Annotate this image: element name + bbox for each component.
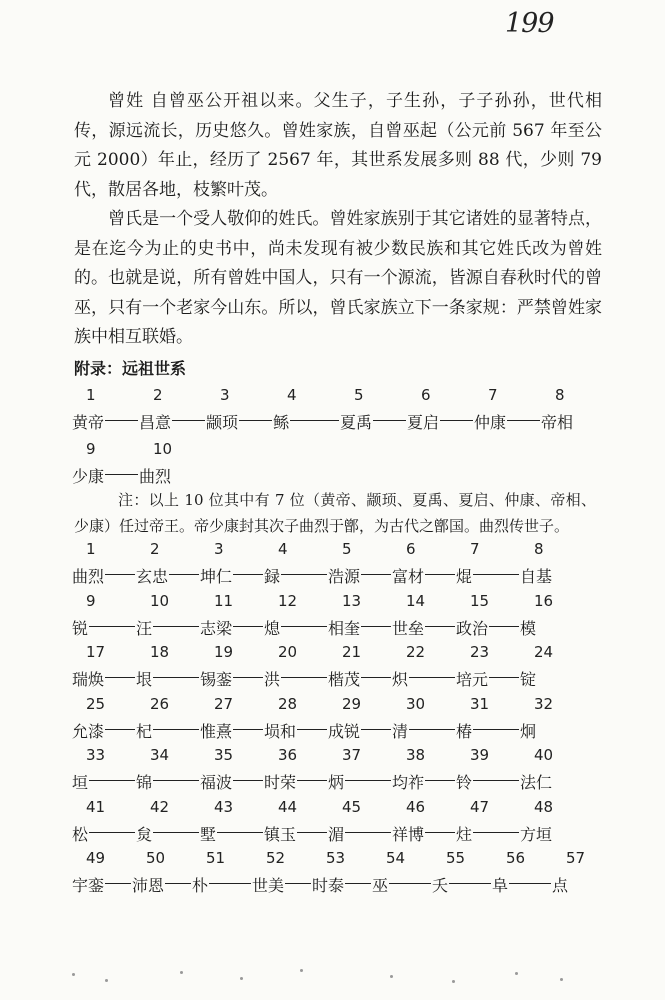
lineage-connector bbox=[153, 832, 199, 833]
lineage-connector bbox=[105, 474, 138, 475]
ancestor-name: 坤仁 bbox=[200, 567, 233, 586]
generation-number: 40 bbox=[534, 746, 554, 764]
ancestor-name: 炽 bbox=[392, 670, 409, 689]
generation-number: 38 bbox=[406, 746, 426, 764]
ancestor-name: 惟熹 bbox=[200, 721, 233, 741]
lineage-connector bbox=[169, 574, 199, 575]
ancestor-name: 炱 bbox=[136, 824, 153, 844]
generation-number: 28 bbox=[278, 694, 298, 713]
ancestor-row-2 bbox=[72, 440, 592, 490]
generation-row bbox=[72, 695, 592, 745]
ancestor-name: 仲康 bbox=[474, 413, 507, 432]
ancestor-name: 玄忠 bbox=[136, 567, 169, 586]
ancestor-name: 垠 bbox=[136, 670, 153, 689]
lineage-connector bbox=[509, 883, 551, 884]
ancestor-name: 培元 bbox=[456, 670, 489, 689]
generation-row bbox=[72, 592, 592, 642]
generation-number: 42 bbox=[150, 797, 170, 816]
ancestor-name: 政治 bbox=[456, 618, 489, 638]
generation-number: 5 bbox=[354, 386, 364, 404]
ancestor-name: 垣 bbox=[72, 773, 89, 792]
generation-number: 2 bbox=[153, 386, 163, 404]
lineage-connector bbox=[165, 883, 191, 884]
generation-number: 25 bbox=[86, 694, 106, 713]
ancestor-name: 相奎 bbox=[328, 618, 361, 638]
lineage-connector bbox=[425, 626, 455, 627]
generation-number: 53 bbox=[326, 849, 346, 867]
lineage-connector bbox=[361, 626, 391, 627]
lineage-connector bbox=[473, 574, 519, 575]
generation-number: 3 bbox=[220, 386, 230, 404]
generation-number: 5 bbox=[342, 540, 352, 558]
generation-number: 54 bbox=[386, 849, 406, 867]
generation-number: 27 bbox=[214, 694, 234, 713]
ancestor-name: 帝相 bbox=[541, 413, 574, 432]
ancestor-name: 锡銮 bbox=[200, 670, 233, 689]
lineage-connector bbox=[473, 832, 519, 833]
generation-number: 1 bbox=[86, 540, 96, 558]
ancestor-name: 朴 bbox=[192, 876, 209, 895]
generation-row bbox=[72, 798, 592, 848]
ancestor-name: 杞 bbox=[136, 721, 153, 741]
lineage-connector bbox=[153, 780, 199, 781]
ancestor-name: 炯 bbox=[520, 721, 537, 741]
ancestor-name: 福波 bbox=[200, 773, 233, 792]
generation-number: 2 bbox=[150, 540, 160, 558]
generation-number: 17 bbox=[86, 643, 106, 661]
ancestor-name: 锐 bbox=[72, 618, 89, 638]
lineage-connector bbox=[233, 574, 263, 575]
generation-number: 50 bbox=[146, 849, 166, 867]
generation-number: 29 bbox=[342, 694, 362, 713]
ancestor-name: 世美 bbox=[252, 876, 285, 895]
lineage-connector bbox=[153, 729, 199, 730]
ancestor-name: 时荣 bbox=[264, 773, 297, 792]
ancestor-name: 炳 bbox=[328, 773, 345, 792]
ancestor-name: 曲烈 bbox=[139, 467, 172, 486]
lineage-connector bbox=[290, 420, 339, 421]
generation-number: 10 bbox=[153, 440, 173, 458]
lineage-connector bbox=[105, 574, 135, 575]
lineage-connector bbox=[345, 780, 391, 781]
ancestor-name: 汪 bbox=[136, 618, 153, 638]
lineage-connector bbox=[425, 832, 455, 833]
generation-number: 47 bbox=[470, 797, 490, 816]
lineage-connector bbox=[233, 780, 263, 781]
generation-number: 46 bbox=[406, 797, 426, 816]
lineage-connector bbox=[233, 626, 263, 627]
lineage-connector bbox=[105, 729, 135, 730]
ancestor-name: 炷 bbox=[456, 824, 473, 844]
ancestor-name: 埙和 bbox=[264, 721, 297, 741]
ancestor-name: 昌意 bbox=[139, 413, 172, 432]
generation-number: 3 bbox=[214, 540, 224, 558]
generation-number: 30 bbox=[406, 694, 426, 713]
generation-number: 45 bbox=[342, 797, 362, 816]
generation-row bbox=[72, 746, 592, 796]
lineage-connector bbox=[281, 677, 327, 678]
lineage-connector bbox=[489, 677, 519, 678]
ancestor-name: 録 bbox=[264, 567, 281, 586]
ancestor-name: 夭 bbox=[432, 876, 449, 895]
ancestor-name: 瑞焕 bbox=[72, 670, 105, 689]
generation-number: 4 bbox=[287, 386, 297, 404]
generation-number: 44 bbox=[278, 797, 298, 816]
generation-number: 55 bbox=[446, 849, 466, 867]
lineage-connector bbox=[409, 729, 455, 730]
generation-number: 12 bbox=[278, 591, 298, 610]
lineage-connector bbox=[89, 780, 135, 781]
ancestor-name: 焜 bbox=[456, 567, 473, 586]
ancestor-name: 浩源 bbox=[328, 567, 361, 586]
lineage-connector bbox=[285, 883, 311, 884]
generation-number: 8 bbox=[534, 540, 544, 558]
generation-number: 48 bbox=[534, 797, 554, 816]
ancestor-name: 松 bbox=[72, 824, 89, 844]
ancestor-name: 均祚 bbox=[392, 773, 425, 792]
ancestor-name: 洪 bbox=[264, 670, 281, 689]
lineage-connector bbox=[153, 626, 199, 627]
lineage-connector bbox=[105, 677, 135, 678]
generation-number: 37 bbox=[342, 746, 362, 764]
ancestor-row-1 bbox=[72, 386, 592, 436]
generation-number: 43 bbox=[214, 797, 234, 816]
lineage-connector bbox=[89, 626, 135, 627]
scan-noise bbox=[60, 965, 580, 993]
lineage-connector bbox=[217, 832, 263, 833]
generation-number: 7 bbox=[488, 386, 498, 404]
ancestor-name: 方垣 bbox=[520, 824, 553, 844]
ancestor-name: 富材 bbox=[392, 567, 425, 586]
generation-number: 23 bbox=[470, 643, 490, 661]
generation-number: 13 bbox=[342, 591, 362, 610]
lineage-connector bbox=[489, 626, 519, 627]
lineage-connector bbox=[473, 729, 519, 730]
generation-number: 26 bbox=[150, 694, 170, 713]
lineage-note: 注：以上 10 位其中有 7 位（黄帝、颛顼、夏禹、夏启、仲康、帝相、少康）任过帝王。帝少康封其次子曲烈于鄫，为古代之鄫国。曲烈传世子。 bbox=[74, 491, 596, 535]
generation-number: 32 bbox=[534, 694, 554, 713]
ancestor-name: 鲧 bbox=[273, 413, 290, 432]
generation-number: 7 bbox=[470, 540, 480, 558]
generation-number: 9 bbox=[86, 591, 96, 610]
lineage-connector bbox=[440, 420, 473, 421]
ancestor-name: 镇玉 bbox=[264, 824, 297, 844]
ancestor-name: 铃 bbox=[456, 773, 473, 792]
lineage-connector bbox=[473, 780, 519, 781]
lineage-connector bbox=[361, 729, 391, 730]
generation-number: 33 bbox=[86, 746, 106, 764]
generation-row bbox=[72, 540, 592, 590]
generation-number: 21 bbox=[342, 643, 362, 661]
ancestor-name: 时泰 bbox=[312, 876, 345, 895]
lineage-connector bbox=[373, 420, 406, 421]
lineage-connector bbox=[281, 574, 327, 575]
generation-number: 4 bbox=[278, 540, 288, 558]
ancestor-name: 清 bbox=[392, 721, 409, 741]
generation-number: 14 bbox=[406, 591, 426, 610]
ancestor-name: 模 bbox=[520, 618, 537, 638]
ancestor-name: 允漆 bbox=[72, 721, 105, 741]
generation-row bbox=[72, 643, 592, 693]
generation-number: 41 bbox=[86, 797, 106, 816]
generation-number: 18 bbox=[150, 643, 170, 661]
generation-number: 31 bbox=[470, 694, 490, 713]
generation-number: 8 bbox=[555, 386, 565, 404]
generation-number: 19 bbox=[214, 643, 234, 661]
ancestor-name: 湄 bbox=[328, 824, 345, 844]
ancestor-name: 夏启 bbox=[407, 413, 440, 432]
appendix-title: 附录：远祖世系 bbox=[74, 359, 187, 378]
generation-number: 6 bbox=[406, 540, 416, 558]
lineage-connector bbox=[105, 883, 131, 884]
generation-number: 51 bbox=[206, 849, 226, 867]
lineage-connector bbox=[233, 729, 263, 730]
generation-number: 36 bbox=[278, 746, 298, 764]
ancestor-name: 成锐 bbox=[328, 721, 361, 741]
lineage-connector bbox=[507, 420, 540, 421]
second-paragraph: 曾氏是一个受人敬仰的姓氏。曾姓家族别于其它诸姓的显著特点，是在迄今为止的史书中，尚未发现有被少数民族和其它姓氏改为曾姓的。也就是说，所有曾姓中国人，只有一个源流，皆源自春秋时代的曾巫，只有一个老家今山东。所以，曾氏家族立下一条家规：严禁曾姓家族中相互联婚。 bbox=[74, 209, 602, 347]
lineage-connector bbox=[209, 883, 251, 884]
generation-row bbox=[72, 849, 592, 899]
lineage-connector bbox=[297, 780, 327, 781]
generation-number: 15 bbox=[470, 591, 490, 610]
ancestor-name: 颛顼 bbox=[206, 413, 239, 432]
ancestor-name: 少康 bbox=[72, 467, 105, 486]
generation-number: 16 bbox=[534, 591, 554, 610]
ancestor-name: 法仁 bbox=[520, 773, 553, 792]
lineage-connector bbox=[297, 832, 327, 833]
generation-number: 52 bbox=[266, 849, 286, 867]
page-number: 199 bbox=[505, 8, 554, 39]
lineage-connector bbox=[89, 832, 135, 833]
lineage-connector bbox=[172, 420, 205, 421]
lineage-connector bbox=[153, 677, 199, 678]
generation-number: 6 bbox=[421, 386, 431, 404]
generation-number: 24 bbox=[534, 643, 554, 661]
generation-number: 1 bbox=[86, 386, 96, 404]
lineage-connector bbox=[425, 780, 455, 781]
ancestor-name: 曲烈 bbox=[72, 567, 105, 586]
ancestor-name: 椿 bbox=[456, 721, 473, 741]
generation-number: 57 bbox=[566, 849, 586, 867]
lineage-connector bbox=[345, 832, 391, 833]
ancestor-name: 楷茂 bbox=[328, 670, 361, 689]
generation-number: 34 bbox=[150, 746, 170, 764]
ancestor-name: 熄 bbox=[264, 618, 281, 638]
generation-number: 11 bbox=[214, 591, 234, 610]
lineage-connector bbox=[389, 883, 431, 884]
lineage-connector bbox=[233, 677, 263, 678]
generation-number: 20 bbox=[278, 643, 298, 661]
lineage-connector bbox=[361, 677, 391, 678]
generation-number: 9 bbox=[86, 440, 96, 458]
generation-number: 49 bbox=[86, 849, 106, 867]
lineage-connector bbox=[425, 574, 455, 575]
generation-number: 39 bbox=[470, 746, 490, 764]
ancestor-name: 点 bbox=[552, 876, 569, 895]
ancestor-name: 夏禹 bbox=[340, 413, 373, 432]
ancestor-name: 锦 bbox=[136, 773, 153, 792]
ancestor-name: 巫 bbox=[372, 876, 389, 895]
lineage-connector bbox=[361, 574, 391, 575]
ancestor-name: 阜 bbox=[492, 876, 509, 895]
ancestor-name: 沛恩 bbox=[132, 876, 165, 895]
lineage-connector bbox=[281, 626, 327, 627]
ancestor-name: 锭 bbox=[520, 670, 537, 689]
lineage-connector bbox=[297, 729, 327, 730]
lineage-connector bbox=[239, 420, 272, 421]
ancestor-name: 祥博 bbox=[392, 824, 425, 844]
lineage-connector bbox=[105, 420, 138, 421]
generation-number: 22 bbox=[406, 643, 426, 661]
ancestor-name: 宇銮 bbox=[72, 876, 105, 895]
ancestor-name: 墅 bbox=[200, 824, 217, 844]
generation-number: 56 bbox=[506, 849, 526, 867]
lineage-connector bbox=[449, 883, 491, 884]
lineage-connector bbox=[409, 677, 455, 678]
ancestor-name: 自基 bbox=[520, 567, 553, 586]
ancestor-name: 黄帝 bbox=[72, 413, 105, 432]
ancestor-name: 世垒 bbox=[392, 618, 425, 638]
generation-number: 35 bbox=[214, 746, 234, 764]
generation-number: 10 bbox=[150, 591, 170, 610]
ancestor-name: 志梁 bbox=[200, 618, 233, 638]
intro-paragraph: 曾姓 自曾巫公开祖以来。父生子，子生孙，子子孙孙，世代相传，源远流长，历史悠久。曾姓家族，自曾巫起（公元前 567 年至公元 2000）年止，经历了 2567 年，其世系发展多则 88 代，少则 79 代，散居各地，枝繁叶茂。 bbox=[74, 91, 602, 200]
lineage-connector bbox=[345, 883, 371, 884]
